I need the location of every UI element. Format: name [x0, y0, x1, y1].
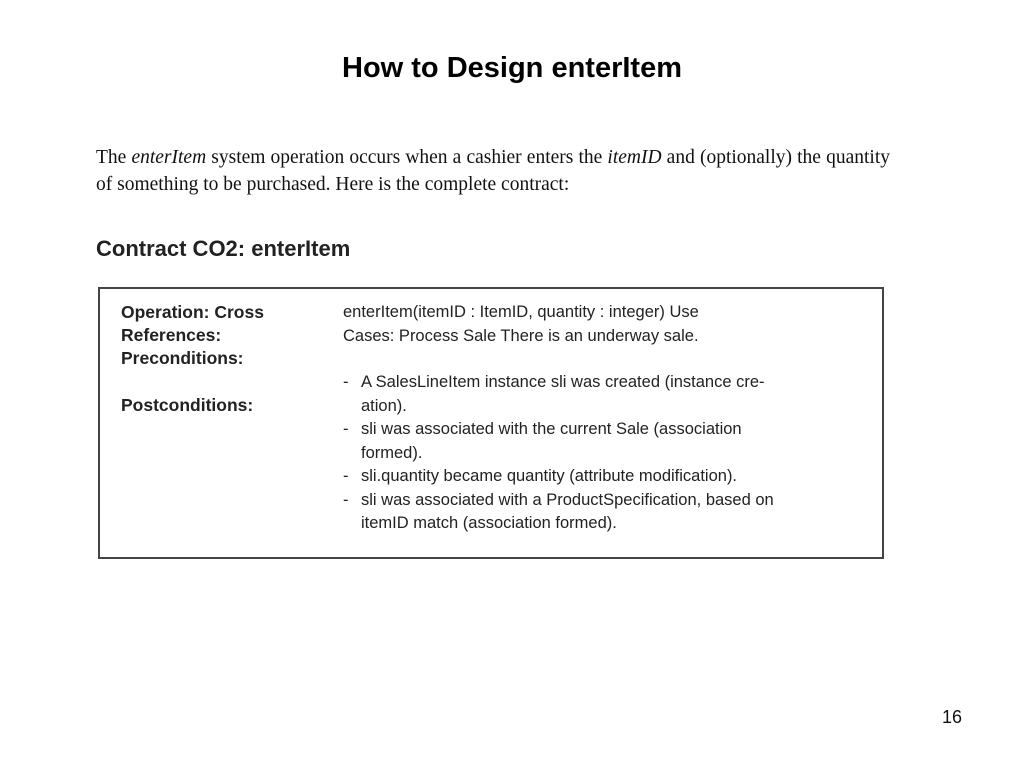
- label-references: References:: [121, 325, 222, 345]
- postcondition-item: [343, 489, 843, 536]
- bullet-dash: -: [343, 420, 349, 438]
- bullet-dash: -: [343, 373, 349, 391]
- label-operation: Operation: Cross: [121, 302, 264, 322]
- postcondition-item: [343, 465, 843, 489]
- postcondition-text: sli was associated with the current Sale (association: [361, 420, 742, 438]
- postcondition-continuation: ation).: [361, 396, 407, 415]
- postcondition-item: [343, 418, 843, 465]
- slide-title: How to Design enterItem: [342, 52, 682, 84]
- contract-line-2: Cases: Process Sale There is an underway sale.: [343, 326, 699, 345]
- intro-text-2: system operation occurs when a cashier enters the: [206, 147, 608, 168]
- label-postconditions: Postconditions:: [121, 395, 254, 415]
- postcondition-text: sli.quantity became quantity (attribute modification).: [361, 467, 738, 485]
- contract-labels: [121, 301, 264, 417]
- operation-name: enterItem: [131, 147, 207, 168]
- intro-paragraph: [96, 144, 890, 198]
- intro-text-3: and (optionally) the quantity of something to be purchased. Here is the complete contract:: [96, 147, 890, 195]
- contract-heading: Contract CO2: enterItem: [96, 236, 351, 261]
- contract-box: [98, 287, 884, 559]
- bullet-dash: -: [343, 467, 349, 485]
- page-number: 16: [941, 707, 962, 727]
- postcondition-continuation: itemID match (association formed).: [361, 514, 617, 532]
- intro-text-1: The: [96, 147, 132, 168]
- postcondition-item: [343, 371, 843, 418]
- contract-body: [343, 301, 843, 536]
- postcondition-text: sli was associated with a ProductSpecification, based on: [361, 490, 774, 509]
- postcondition-text: A SalesLineItem instance sli was created (instance cre-: [361, 373, 765, 391]
- item-id-term: itemID: [607, 147, 662, 168]
- label-preconditions: Preconditions:: [121, 348, 244, 368]
- bullet-dash: -: [343, 490, 349, 509]
- contract-line-1: enterItem(itemID : ItemID, quantity : integer) Use: [343, 303, 699, 321]
- postcondition-continuation: formed).: [361, 443, 423, 462]
